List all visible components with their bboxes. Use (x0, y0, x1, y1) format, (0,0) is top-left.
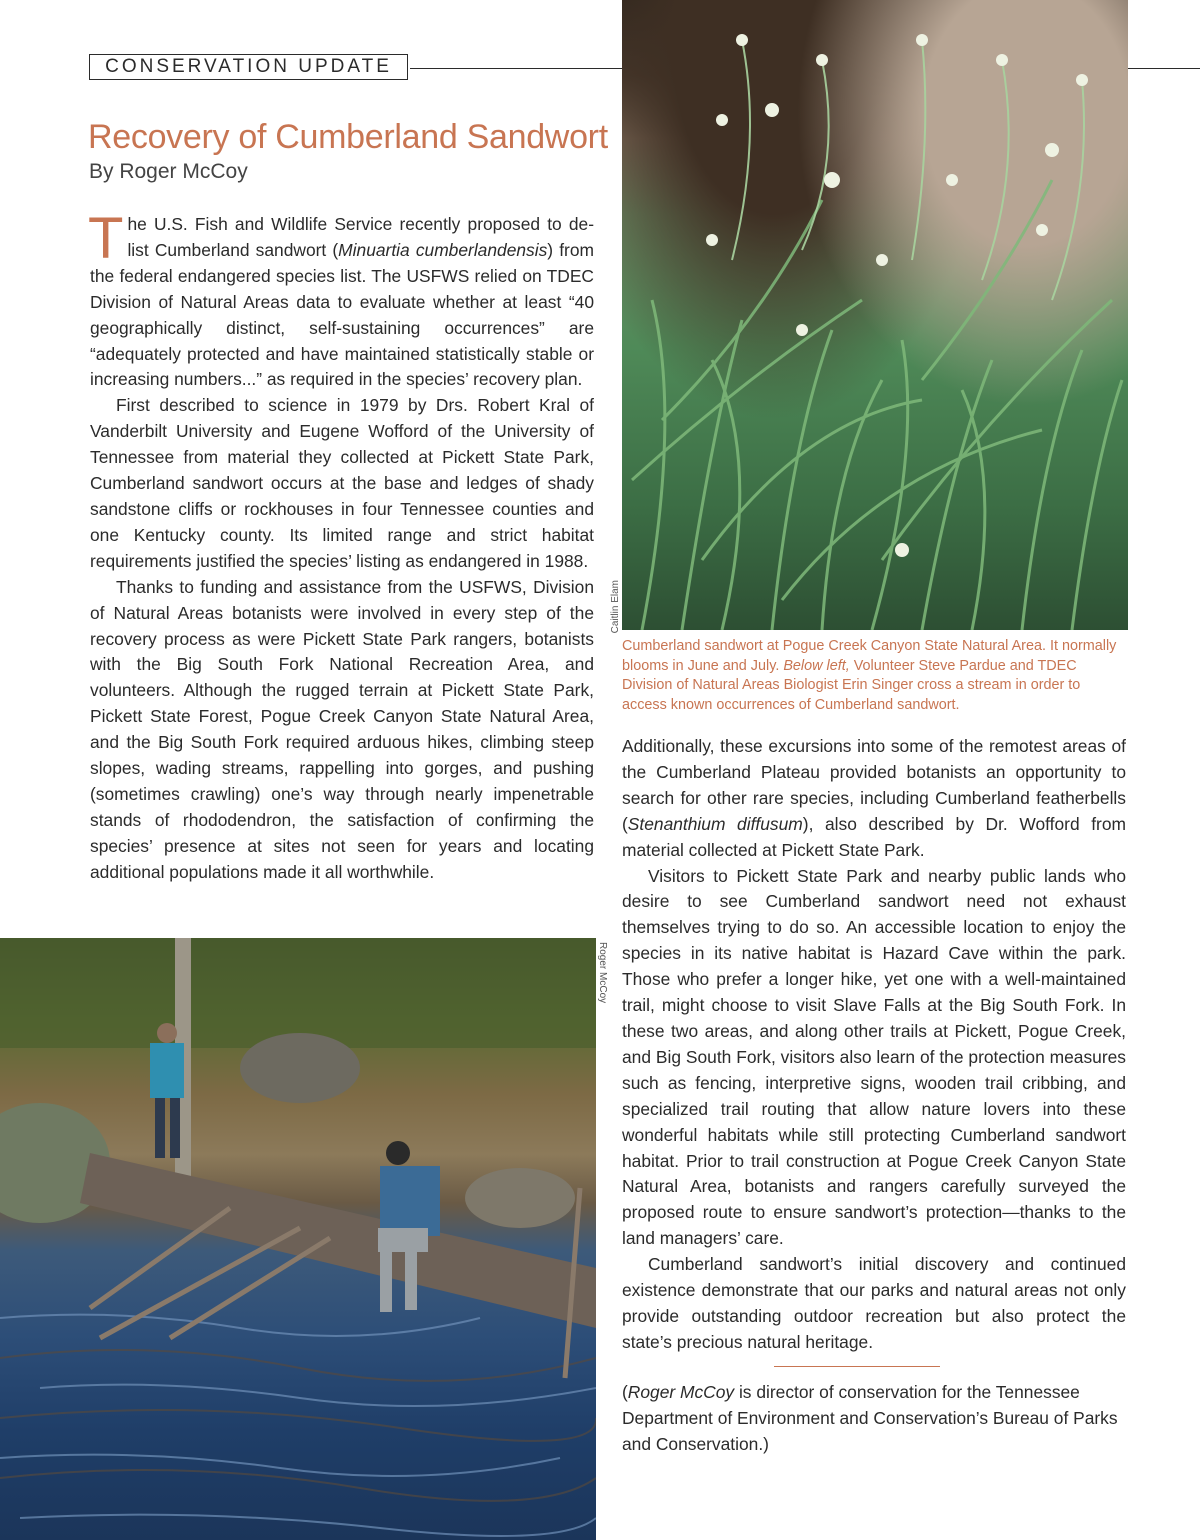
sandwort-photo-art (622, 0, 1128, 630)
paragraph-4-text-b: ), also described by Dr. Wofford from material collected at Pickett State Park. (622, 813, 1127, 860)
species-name-featherbells: Stenanthium diffusum (627, 813, 803, 834)
photo-credit-top: Caitlin Elam (610, 580, 621, 634)
species-name-sandwort: Minuartia cumberlandensis (338, 239, 548, 260)
article-column-right (622, 734, 1126, 1356)
stream-crossing-photo (0, 938, 596, 1540)
drop-cap: T (88, 206, 124, 271)
sandwort-photo (622, 0, 1128, 630)
paragraph-1-text-a: he U.S. Fish and Wildlife Service recently proposed to de-list Cumberland sandwort ( (127, 214, 594, 260)
photo-credit-bottom: Roger McCoy (597, 942, 608, 1004)
paragraph-6: Cumberland sandwort’s initial discovery and continued existence demonstrate that our parks and natural areas not only provide outstanding outdoor recreation but also protect the state’s precious natural heritage. (622, 1254, 1126, 1352)
caption-text-b: Volunteer Steve Pardue and TDEC Division of Natural Areas Biologist Erin Singer cross a stream in order to access known occurrences of Cumberland sandwort. (622, 657, 1081, 713)
paragraph-1 (88, 206, 594, 393)
photo-caption (622, 637, 1122, 715)
paragraph-5: Visitors to Pickett State Park and nearby public lands who desire to see Cumberland sandwort need not exhaust themselves trying to do so. An accessible location to enjoy the species in its native habitat is Hazard Cave within the park. Those who prefer a longer hike, yet one with a well-maintained trail, might choose to visit Slave Falls at the Big South Fork. In these two areas, and along other trails at Pickett, Pogue Creek, and Big South Fork, visitors also learn of the protection measures such as fencing, interpretive signs, wooden trail cribbing, and specialized trail routing that allow nature lovers into these wonderful habitats while still protecting Cumberland sandwort habitat. Prior to trail construction at Pogue Creek Canyon State Natural Area, botanists and rangers carefully surveyed the proposed route to ensure sandwort’s protection—thanks to the land managers’ care. (622, 865, 1126, 1249)
byline: By Roger McCoy (89, 160, 248, 183)
article-title: Recovery of Cumberland Sandwort (88, 118, 608, 156)
stream-crossing-photo-art (0, 938, 596, 1540)
bio-open: ( (622, 1382, 628, 1402)
paragraph-3: Thanks to funding and assistance from the USFWS, Division of Natural Areas botanists were involved in every step of the recovery process as were Pickett State Park rangers, botanists with the Big South Fork National Recreation Area, and volunteers. Although the rugged terrain at Pickett State Park, Pickett State Forest, Pogue Creek Canyon State Natural Area, and the Big South Fork required arduous hikes, climbing steep slopes, wading streams, rappelling into gorges, and pushing (sometimes crawling) one’s way through nearly impenetrable stands of rhododendron, the satisfaction of confirming the species’ presence at sites not seen for years and locating additional populations made it all worthwhile. (90, 576, 594, 882)
article-column-left (88, 206, 594, 886)
caption-below-left: Below left, (783, 657, 850, 674)
paragraph-1-text-b: ) from the federal endangered species list. The USFWS relied on TDEC Division of Natural Areas data to evaluate whether at least “40 geographically distinct, self-sustaining occurrences” are “adequately protected and have maintained statistically stable or increasing numbers...” as required in the species’ recovery plan. (90, 239, 594, 390)
author-bio (622, 1380, 1126, 1458)
bio-text: is director of conservation for the Tennessee Department of Environment and Conservation’s Bureau of Parks and Conservation.) (622, 1382, 1118, 1454)
paragraph-4 (622, 734, 1126, 864)
section-label: CONSERVATION UPDATE (89, 54, 408, 80)
paragraph-4-text-a: Additionally, these excursions into some of the remotest areas of the Cumberland Plateau provided botanists an opportunity to search for other rare species, including Cumberland featherbells ( (622, 736, 1126, 834)
paragraph-2: First described to science in 1979 by Drs. Robert Kral of Vanderbilt University and Eugene Wofford of the University of Tennessee from material they collected at Pickett State Park, Cumberland sandwort occurs at the base and ledges of shady sandstone cliffs or rockhouses in four Tennessee counties and one Kentucky county. Its limited range and strict habitat requirements justified the species’ listing as endangered in 1988. (90, 395, 594, 571)
end-rule (774, 1366, 940, 1367)
caption-text-a: Cumberland sandwort at Pogue Creek Canyon State Natural Area. It normally blooms in June and July. (622, 638, 1117, 674)
header-rule-left (410, 68, 624, 69)
bio-author-name: Roger McCoy (627, 1382, 735, 1402)
person-standing-silhouette (150, 1023, 184, 1158)
header-rule-right (1128, 68, 1200, 69)
